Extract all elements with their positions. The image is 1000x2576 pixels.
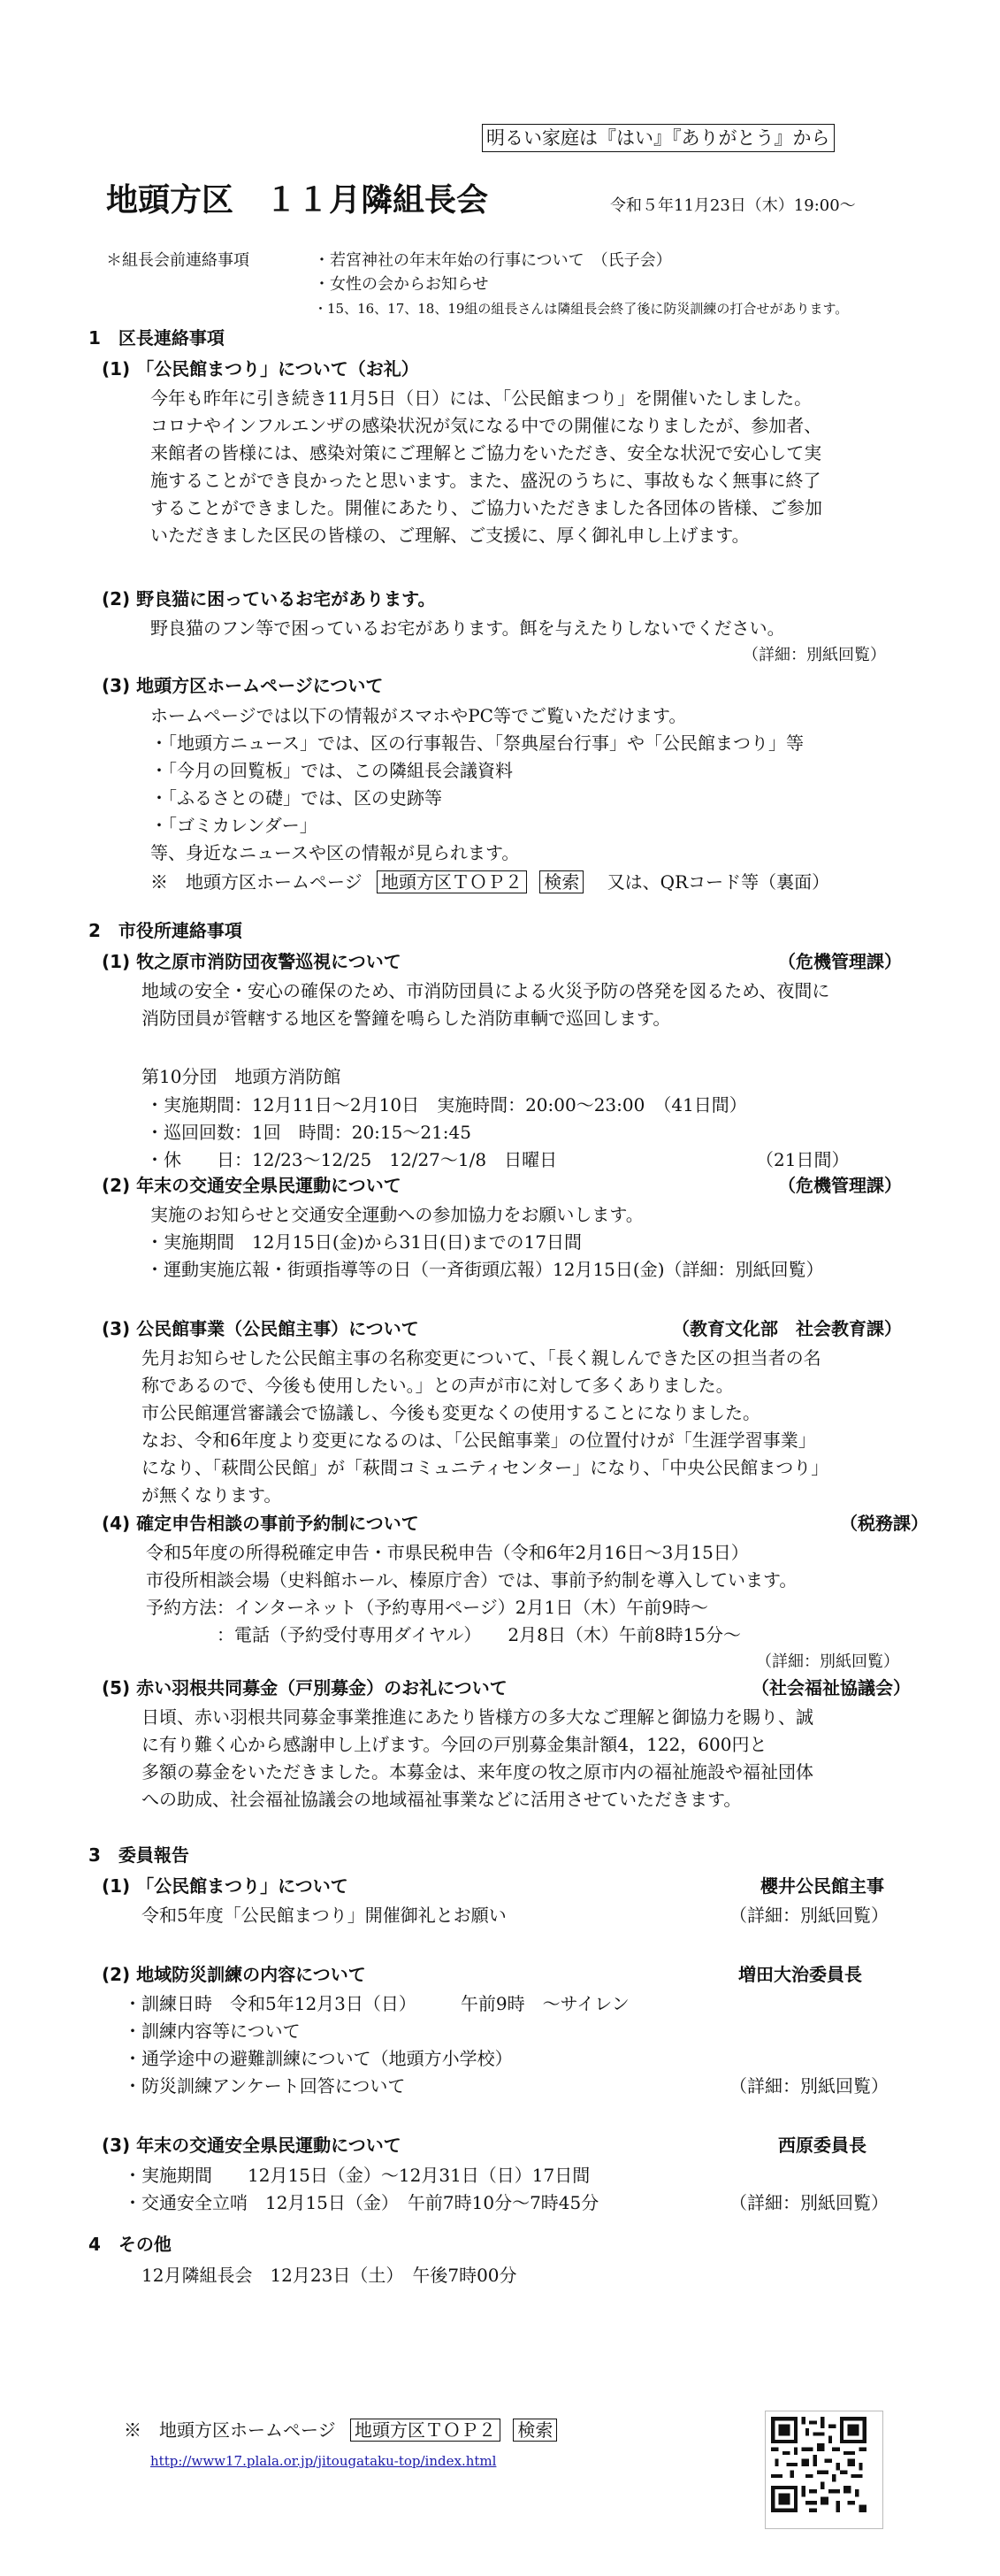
reporter: 櫻井公民館主事 [760, 1875, 884, 1897]
footer-prefix: ※ 地頭方区ホームページ [124, 2419, 336, 2441]
item-title: (4) 確定申告相談の事前予約制について [102, 1513, 419, 1534]
list-item: ・「ゴミカレンダー」 [150, 815, 317, 836]
meeting-date: 令和５年11月23日（木）19:00～ [610, 196, 856, 215]
qr-code [765, 2411, 883, 2529]
list-item: ・巡回回数：1回 時間：20:15～21:45 [146, 1122, 471, 1143]
list-item: ・訓練日時 令和5年12月3日（日） 午前9時 ～サイレン [124, 1993, 630, 2014]
detail-note: （詳細：別紙回覧） [729, 2075, 889, 2097]
section-heading: 1 区長連絡事項 [88, 327, 225, 349]
paragraph-line: 地域の安全・安心の確保のため、市消防団員による火災予防の啓発を図るため、夜間に [141, 980, 830, 1001]
homepage-note [150, 871, 829, 893]
motto: 明るい家庭は『はい』『ありがとう』から [486, 127, 830, 149]
next-meeting: 12月隣組長会 12月23日（土） 午後7時00分 [141, 2265, 517, 2286]
footer-search-box: 検索 [513, 2419, 557, 2442]
paragraph-line: に有り難く心から感謝申し上げます。今回の戸別募金集計額4，122，600円と [141, 1734, 767, 1755]
paragraph-line: 先月お知らせした公民館主事の名称変更について、「長く親しんできた区の担当者の名 [141, 1347, 821, 1368]
list-item: ・交通安全立哨 12月15日（金） 午前7時10分～7時45分 [124, 2192, 599, 2213]
item-title: (5) 赤い羽根共同募金（戸別募金）のお礼について [102, 1677, 508, 1698]
list-item: ・訓練内容等について [124, 2020, 301, 2042]
list-item: ・実施期間 12月15日（金）～12月31日（日）17日間 [124, 2165, 591, 2186]
search-box: 検索 [539, 870, 584, 893]
list-item: ・「今月の回覧板」では、この隣組長会議資料 [150, 760, 513, 781]
list-item: ・実施期間：12月11日～2月10日 実施時間：20:00～23:00 （41日間） [146, 1094, 747, 1116]
item-title: (3) 地頭方区ホームページについて [102, 675, 384, 696]
paragraph-line: 令和5年度「公民館まつり」開催御礼とお願い [141, 1905, 507, 1926]
section-heading: 3 委員報告 [88, 1844, 189, 1866]
paragraph-line: 施することができ良かったと思います。また、盛況のうちに、事故もなく無事に終了 [150, 470, 821, 491]
footer-homepage [124, 2419, 557, 2441]
footer-top2-box: 地頭方区ＴＯＰ２ [350, 2419, 500, 2442]
section-heading: 2 市役所連絡事項 [88, 920, 242, 941]
homepage-link[interactable]: http://www17.plala.or.jp/jitougataku-top/index.html [150, 2453, 497, 2469]
sub-heading: 第10分団 地頭方消防館 [141, 1066, 341, 1087]
homepage-top2-box: 地頭方区ＴＯＰ２ [377, 870, 527, 893]
item-title: (1) 「公民館まつり」について [102, 1875, 348, 1897]
detail-note: （詳細：別紙回覧） [729, 2192, 889, 2213]
department: （危機管理課） [778, 1175, 902, 1196]
paragraph-line: コロナやインフルエンザの感染状況が気になる中での開催になりましたが、参加者、 [150, 415, 822, 436]
list-item: ・「地頭方ニュース」では、区の行事報告、「祭典屋台行事」や「公民館まつり」等 [150, 732, 804, 754]
reporter: 増田大治委員長 [738, 1964, 862, 1985]
page-title: 地頭方区 １１月隣組長会 [106, 182, 489, 218]
list-item: ・運動実施広報・街頭指導等の日（一斉街頭広報）12月15日(金)（詳細：別紙回覧） [146, 1259, 824, 1280]
detail-note: （詳細：別紙回覧） [756, 1652, 899, 1671]
item-title: (1) 「公民館まつり」について（お礼） [102, 358, 419, 380]
detail-note: （詳細：別紙回覧） [729, 1905, 889, 1926]
item-title: (2) 野良猫に困っているお宅があります。 [102, 588, 436, 610]
item-title: (3) 年末の交通安全県民運動について [102, 2135, 401, 2156]
paragraph-line: 市公民館運営審議会で協議し、今後も変更なくの使用することになりました。 [141, 1402, 760, 1423]
paragraph-line: 実施のお知らせと交通安全運動への参加協力をお願いします。 [150, 1204, 644, 1225]
paragraph-line: することができました。開催にあたり、ご協力いただきました各団体の皆様、ご参加 [150, 497, 822, 518]
paragraph-line: になり、「萩間公民館」が「萩間コミュニティセンター」になり、「中央公民館まつり」 [141, 1457, 829, 1478]
qr-code-icon [771, 2417, 866, 2512]
paragraph-line: への助成、社会福祉協議会の地域福祉事業などに活用させていただきます。 [141, 1789, 742, 1810]
paragraph-line: 消防団員が管轄する地区を警鐘を鳴らした消防車輌で巡回します。 [141, 1008, 671, 1029]
department: （社会福祉協議会） [752, 1677, 911, 1698]
paragraph-line: 市役所相談会場（史料館ホール、榛原庁舎）では、事前予約制を導入しています。 [146, 1569, 798, 1591]
paragraph-line: ：電話（予約受付専用ダイヤル） 2月8日（木）午前8時15分～ [146, 1624, 742, 1645]
paragraph-line: が無くなります。 [141, 1484, 282, 1506]
homepage-prefix: ※ 地頭方区ホームページ [150, 871, 363, 893]
paragraph-line: 多額の募金をいただきました。本募金は、来年度の牧之原市内の福祉施設や福祉団体 [141, 1761, 813, 1782]
paragraph-line: いただきました区民の皆様の、ご理解、ご支援に、厚く御礼申し上げます。 [150, 525, 750, 546]
list-item: ・休 日：12/23～12/25 12/27～1/8 日曜日 [146, 1149, 558, 1170]
paragraph-line: 令和5年度の所得税確定申告・市県民税申告（令和6年2月16日～3月15日） [146, 1542, 749, 1563]
paragraph-line: 野良猫のフン等で困っているお宅があります。餌を与えたりしないでください。 [150, 617, 785, 639]
paragraph-line: 称であるので、今後も使用したい。」との声が市に対して多くありました。 [141, 1375, 734, 1396]
pre-label: ＊組長会前連絡事項 [106, 251, 249, 270]
paragraph-line: ホームページでは以下の情報がスマホやPC等でご覧いただけます。 [150, 705, 687, 726]
section-heading: 4 その他 [88, 2234, 172, 2255]
pre-item: ・15、16、17、18、19組の組長さんは隣組長会終了後に防災訓練の打合せがあります。 [314, 301, 849, 317]
paragraph-line: 予約方法：インターネット（予約専用ページ）2月1日（木）午前9時～ [146, 1597, 708, 1618]
motto-box [482, 124, 835, 152]
pre-item: ・若宮神社の年末年始の行事について （氏子会） [314, 251, 672, 270]
list-item: ・実施期間 12月15日(金)から31日(日)までの17日間 [146, 1231, 583, 1253]
detail-note: （詳細：別紙回覧） [743, 646, 886, 664]
list-item: ・防災訓練アンケート回答について [124, 2075, 406, 2097]
department: （教育文化部 社会教育課） [672, 1318, 902, 1339]
paragraph-line: なお、令和6年度より変更になるのは、「公民館事業」の位置付けが「生涯学習事業」 [141, 1430, 816, 1451]
reporter: 西原委員長 [778, 2135, 866, 2156]
qr-note: 又は、QRコード等（裏面） [607, 871, 830, 893]
list-item: ・通学途中の避難訓練について（地頭方小学校） [124, 2048, 513, 2069]
item-title: (3) 公民館事業（公民館主事）について [102, 1318, 419, 1339]
paragraph-line: 日頃、赤い羽根共同募金事業推進にあたり皆様方の多大なご理解と御協力を賜り、誠 [141, 1706, 813, 1728]
paragraph-line: 来館者の皆様には、感染対策にご理解とご協力をいただき、安全な状況で安心して実 [150, 442, 822, 464]
paragraph-line: 今年も昨年に引き続き11月5日（日）には、「公民館まつり」を開催いたしました。 [150, 387, 813, 409]
item-title: (1) 牧之原市消防団夜警巡視について [102, 951, 401, 972]
department: （税務課） [840, 1513, 928, 1534]
days-count: （21日間） [756, 1149, 850, 1170]
item-title: (2) 地域防災訓練の内容について [102, 1964, 366, 1985]
department: （危機管理課） [778, 951, 902, 972]
paragraph-line: 等、身近なニュースや区の情報が見られます。 [150, 842, 520, 863]
item-title: (2) 年末の交通安全県民運動について [102, 1175, 401, 1196]
pre-item: ・女性の会からお知らせ [314, 275, 489, 294]
list-item: ・「ふるさとの礎」では、区の史跡等 [150, 787, 442, 809]
